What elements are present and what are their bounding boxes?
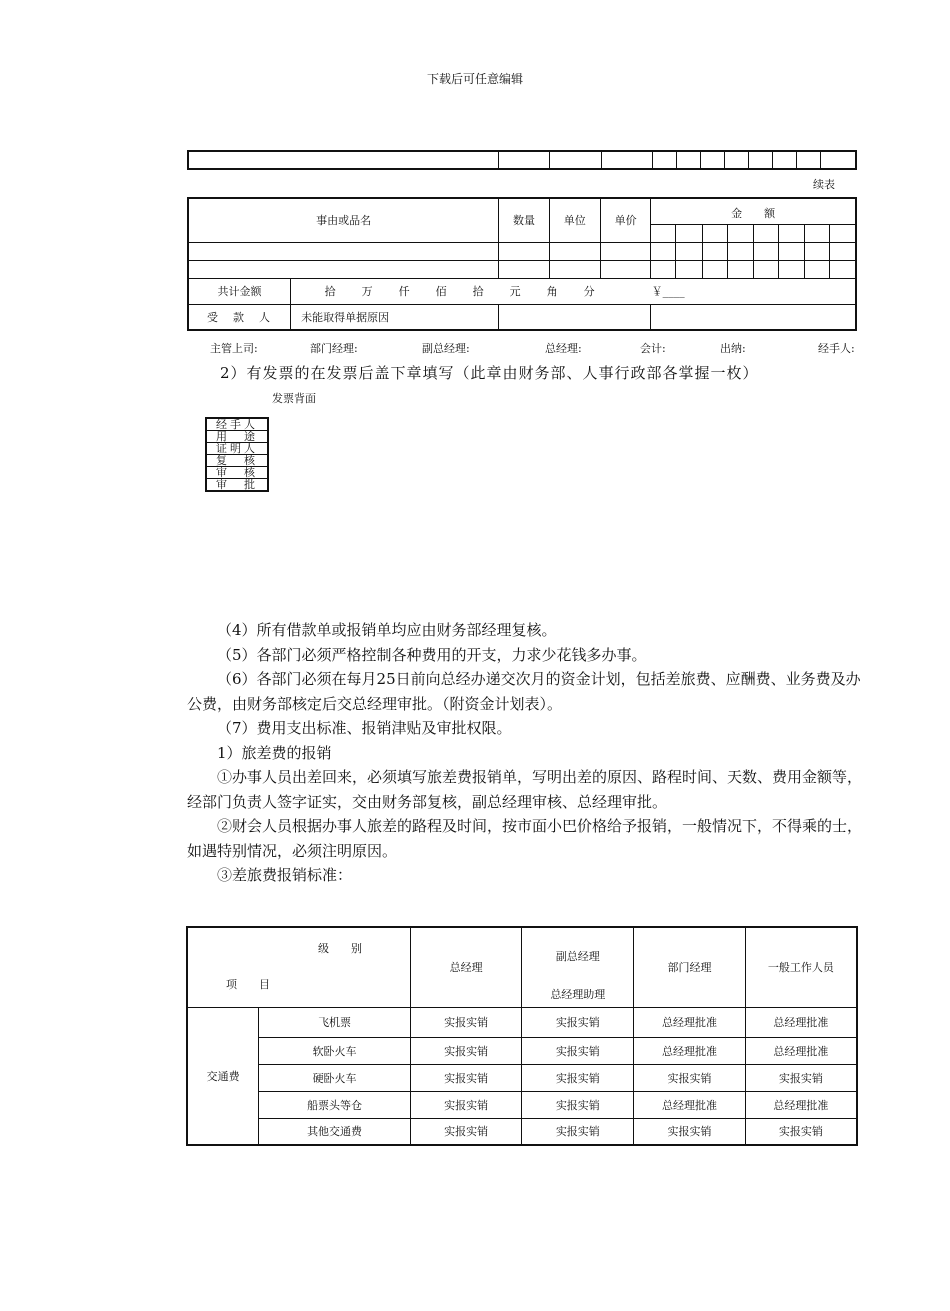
group-label: 交通费 — [187, 1007, 259, 1145]
col-unit-header: 单位 — [549, 198, 600, 242]
total-unit-label: 分 — [583, 285, 595, 298]
yen-field: ￥____ — [651, 285, 685, 298]
table-row: 其他交通费 实报实销 实报实销 实报实销 实报实销 — [187, 1118, 857, 1145]
paragraph: （6）各部门必须在每月25日前向总经办递交次月的资金计划，包括差旅费、应酬费、业务费及办公费，由财务部核定后交总经理审批。（附资金计划表）。 — [187, 670, 861, 713]
payee-label: 受 款 人 — [188, 304, 291, 330]
stamp-row: 经手人 — [206, 418, 268, 431]
col-header: 总经理 — [410, 927, 522, 1007]
total-unit-label: 佰 — [435, 285, 447, 298]
travel-standards-table — [186, 926, 858, 1146]
col-header: 部门经理 — [634, 927, 746, 1007]
invoice-note: 2）有发票的在发票后盖下章填写（此章由财务部、人事行政部各掌握一枚） — [220, 364, 759, 382]
paragraph: ①办事人员出差回来，必须填写旅差费报销单，写明出差的原因、路程时间、天数、费用金额等，经部门负责人签字证实，交由财务部复核，副总经理审核、总经理审批。 — [187, 768, 863, 811]
paragraph: ②财会人员根据办事人旅差的路程及时间，按市面小巴价格给予报销，一般情况下，不得乘的士，如遇特别情况，必须注明原因。 — [187, 817, 863, 860]
total-unit-label: 仟 — [398, 285, 410, 298]
body-text — [187, 618, 867, 888]
paragraph: （5）各部门必须严格控制各种费用的开支，力求少花钱多办事。 — [217, 645, 647, 664]
invoice-back-label: 发票背面 — [272, 392, 316, 405]
col-item-header: 事由或品名 — [188, 198, 499, 242]
sig-cashier: 出纳: — [720, 342, 746, 355]
corner-item: 项 目 — [226, 978, 270, 991]
col-header: 一般工作人员 — [745, 927, 857, 1007]
col-header-deputy: 副总经理 总经理助理 — [522, 927, 634, 1007]
reason-field-2 — [651, 304, 856, 330]
total-unit-label: 角 — [546, 285, 558, 298]
sig-handler: 经手人: — [818, 342, 855, 355]
col-price-header: 单价 — [600, 198, 650, 242]
form-row — [188, 242, 856, 260]
sig-dept-manager: 部门经理: — [310, 342, 358, 355]
total-label: 共计金额 — [188, 278, 291, 304]
sig-supervisor: 主管上司: — [210, 342, 258, 355]
corner-cell — [187, 927, 410, 1007]
paragraph: （7）费用支出标准、报销津贴及审批权限。 — [217, 719, 512, 737]
paragraph: 1）旅差费的报销 — [217, 743, 332, 762]
table-row: 船票头等仓 实报实销 实报实销 总经理批准 总经理批准 — [187, 1091, 857, 1118]
corner-level: 级 别 — [318, 942, 362, 955]
sig-accountant: 会计: — [640, 342, 666, 355]
no-receipt-reason-label: 未能取得单据原因 — [291, 304, 499, 330]
total-unit-label: 元 — [509, 285, 521, 298]
paragraph: ③差旅费报销标准： — [217, 866, 353, 884]
page-header: 下载后可任意编辑 — [426, 72, 523, 86]
stamp-row: 审 批 — [206, 479, 268, 492]
table-row: 交通费 飞机票 实报实销 实报实销 总经理批准 总经理批准 — [187, 1007, 857, 1037]
sig-deputy-gm: 副总经理: — [422, 342, 470, 355]
table-row: 硬卧火车 实报实销 实报实销 实报实销 实报实销 — [187, 1064, 857, 1091]
stamp-row: 审 核 — [206, 467, 268, 479]
form-top-fragment — [187, 150, 857, 170]
invoice-stamp — [205, 417, 269, 492]
reimbursement-form — [187, 197, 857, 331]
table-row: 软卧火车 实报实销 实报实销 总经理批准 总经理批准 — [187, 1037, 857, 1064]
sig-gm: 总经理: — [545, 342, 582, 355]
continued-label: 续表 — [813, 178, 835, 191]
total-unit-label: 拾 — [472, 285, 484, 298]
stamp-row: 证明人 — [206, 443, 268, 455]
total-unit-label: 拾 — [324, 285, 336, 298]
reason-field — [499, 304, 651, 330]
form-row — [188, 260, 856, 278]
col-amount-header: 金 额 — [651, 198, 856, 224]
stamp-row: 复 核 — [206, 455, 268, 467]
col-qty-header: 数量 — [499, 198, 549, 242]
total-unit-label: 万 — [361, 285, 373, 298]
total-amount-line — [291, 278, 856, 304]
stamp-row: 用 途 — [206, 431, 268, 443]
paragraph: （4）所有借款单或报销单均应由财务部经理复核。 — [217, 621, 557, 639]
